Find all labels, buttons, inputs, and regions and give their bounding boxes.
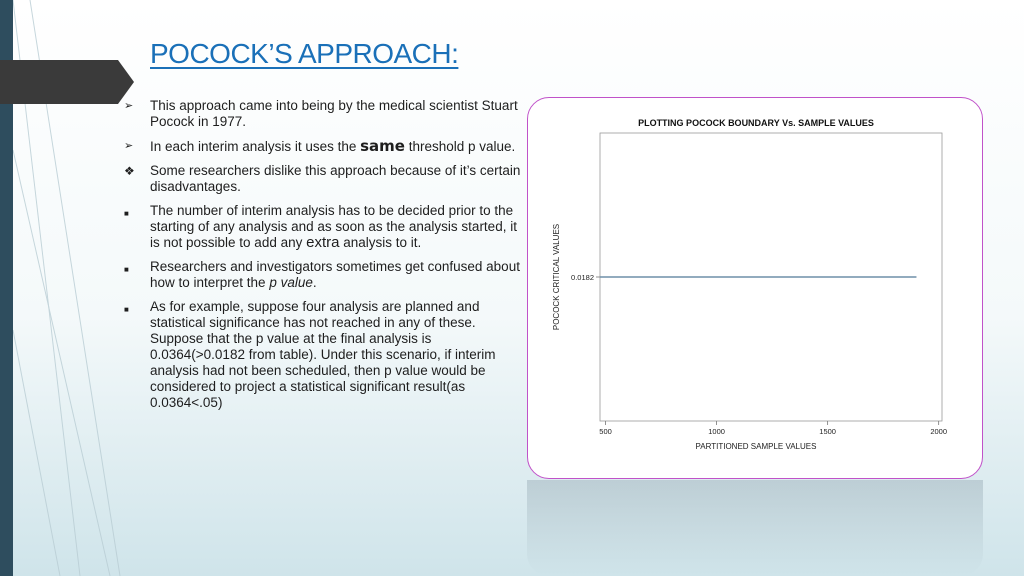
bullet-item	[124, 98, 524, 130]
bullet-item	[124, 299, 524, 411]
x-tick-label: 1000	[708, 427, 725, 436]
y-tick-label: 0.0182	[571, 273, 594, 282]
bullet-text: As for example, suppose four analysis are planned and statistical significance has not reached in any of these. Suppose that the p value at the final analysis is 0.0364(>0.0182 from table). Under this scenario, if interim analysis had not been scheduled, then p value would be considered to project a statistical significant result(as 0.0364<.05)	[150, 299, 496, 410]
y-axis-label: POCOCK CRITICAL VALUES	[552, 223, 561, 331]
chart-frame	[527, 97, 983, 479]
x-tick-label: 1500	[819, 427, 836, 436]
chart-title: PLOTTING POCOCK BOUNDARY Vs. SAMPLE VALUES	[638, 118, 874, 128]
bullet-text: same	[360, 137, 405, 155]
square-bullet-icon: ■	[124, 305, 129, 314]
bullet-text: extra	[306, 234, 340, 251]
pocock-boundary-chart	[528, 98, 984, 480]
chart-reflection	[527, 480, 983, 576]
square-bullet-icon: ■	[124, 209, 129, 218]
bullet-text: threshold p value.	[404, 139, 516, 154]
x-tick-label: 2000	[930, 427, 948, 436]
bullet-text: Researchers and investigators sometimes get confused about how to interpret the	[150, 259, 520, 290]
bullet-text: Some researchers dislike this approach because of it’s certain disadvantages.	[150, 163, 521, 194]
bullet-text: This approach came into being by the medical scientist Stuart Pocock in 1977.	[150, 98, 518, 129]
arrow-bullet-icon: ➢	[124, 140, 134, 152]
x-axis-label: PARTITIONED SAMPLE VALUES	[695, 442, 817, 451]
bullet-text: In each interim analysis it uses the	[150, 139, 361, 154]
bullet-text: .	[312, 275, 317, 290]
bullet-item	[124, 138, 524, 155]
x-tick-label: 500	[599, 427, 612, 436]
bullet-item	[124, 259, 524, 291]
slide-title: POCOCK’S APPROACH:	[150, 38, 459, 69]
bullet-text: The number of interim analysis has to be decided prior to the starting of any analysis and as soon as the analysis started, it is not possible to add any	[150, 203, 517, 250]
square-bullet-icon: ■	[124, 265, 129, 274]
bullet-item	[124, 203, 524, 251]
bullet-text: analysis to it.	[339, 235, 422, 250]
arrow-bullet-icon: ➢	[124, 100, 134, 112]
diamond-bullet-icon: ❖	[124, 164, 135, 178]
bullet-item	[124, 163, 524, 195]
title-arrow-tab	[0, 60, 134, 104]
bullet-list	[124, 98, 524, 419]
bullet-text: p value	[269, 275, 313, 290]
